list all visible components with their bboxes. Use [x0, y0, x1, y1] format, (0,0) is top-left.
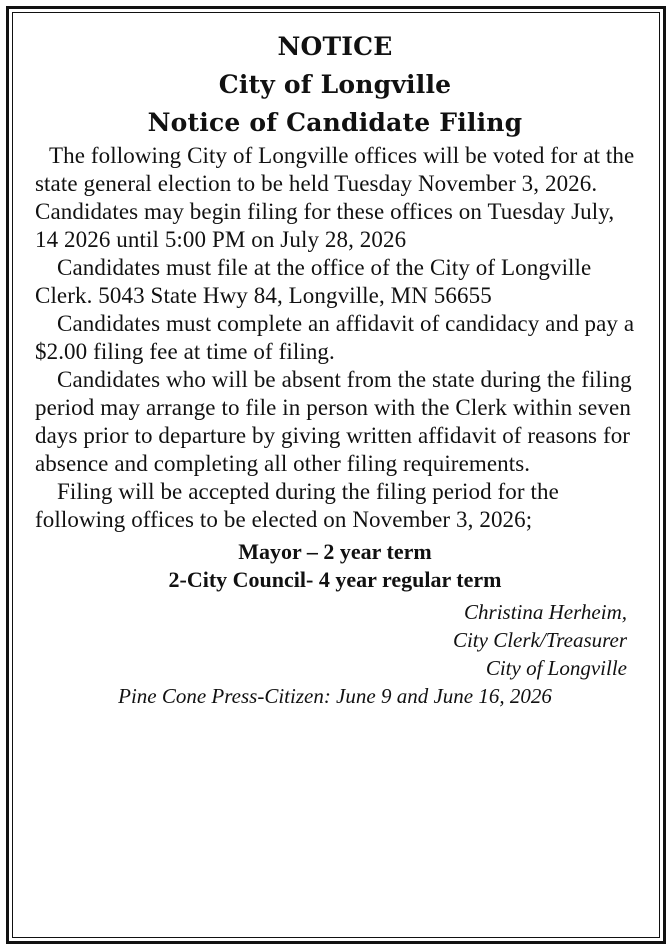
- city-heading: City of Longville: [218, 70, 452, 99]
- paragraph-affidavit-fee: Candidates must complete an affidavit of candidacy and pay a $2.00 filing fee at time of filing.: [35, 311, 635, 364]
- notice-title: Notice of Candidate Filing: [147, 108, 523, 137]
- paragraph-offices-intro: Filing will be accepted during the filing period for the following offices to be elected on November 3, 2026;: [35, 479, 559, 532]
- notice-body: [35, 142, 635, 534]
- paragraph-election-info: The following City of Longville offices will be voted for at the state general election to be held Tuesday November 3, 2026. Candidates may begin filing for these offices on Tuesday July, 14 2026 until 5:00 PM on July 28, 2026: [35, 143, 635, 252]
- signature-title: City Clerk/Treasurer: [452, 628, 627, 652]
- signature-organization: City of Longville: [485, 656, 627, 680]
- paragraph-filing-location: Candidates must file at the office of the City of Longville Clerk. 5043 State Hwy 84, Longville, MN 56655: [35, 255, 592, 308]
- paragraph-absentee-filing: Candidates who will be absent from the state during the filing period may arrange to file in person with the Clerk within seven days prior to departure by giving written affidavit of reasons for absence and completing all other filing requirements.: [35, 367, 632, 476]
- office-mayor: Mayor – 2 year term: [238, 539, 432, 564]
- notice-heading: NOTICE: [277, 32, 393, 61]
- office-city-council: 2-City Council- 4 year regular term: [168, 567, 502, 592]
- publication-line: Pine Cone Press-Citizen: June 9 and June 16, 2026: [118, 684, 552, 708]
- notice-content: [35, 28, 635, 710]
- signature-name: Christina Herheim,: [464, 600, 627, 624]
